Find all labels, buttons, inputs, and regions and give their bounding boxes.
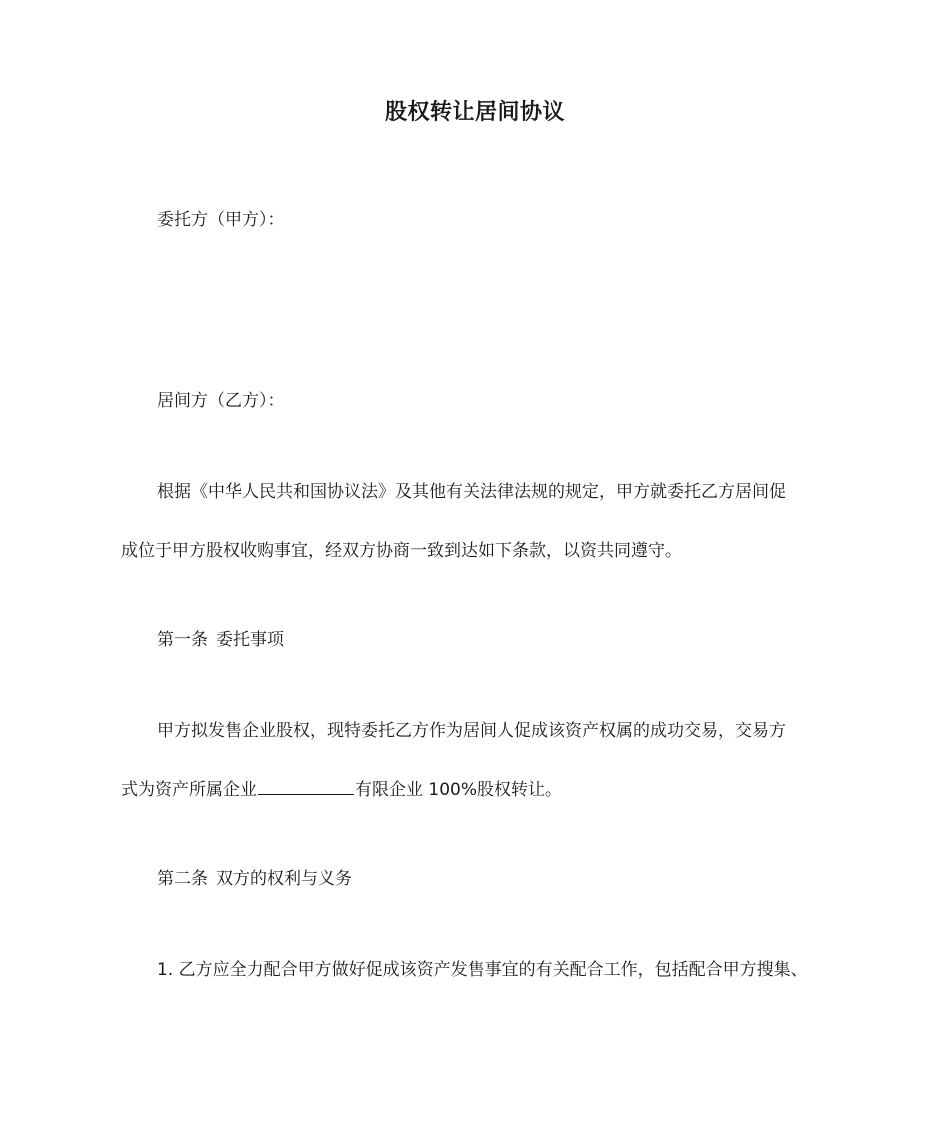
article-1-line-1: 甲方拟发售企业股权，现特委托乙方作为居间人促成该资产权属的成功交易，交易方 [157,721,786,741]
article-1-number: 第一条 [157,630,208,650]
document-title: 股权转让居间协议 [384,100,565,125]
article-2-heading [157,867,352,891]
article-1-heading [157,628,284,652]
company-name-blank [258,776,354,795]
article-2-title: 双方的权利与义务 [216,869,352,889]
article-1-line-2-end: 有限企业 100%股权转让。 [355,780,563,800]
article-1-title: 委托事项 [216,630,284,650]
party-a-label: 委托方（甲方）： [157,210,285,230]
party-b-label: 居间方（乙方）： [157,391,285,411]
article-1-line-2-start: 式为资产所属企业 [121,780,257,800]
article-2-number: 第二条 [157,869,208,889]
preamble-line-1: 根据《中华人民共和国协议法》及其他有关法律法规的规定，甲方就委托乙方居间促 [157,482,786,502]
preamble-line-2: 成位于甲方股权收购事宜，经双方协商一致到达如下条款，以资共同遵守。 [121,541,682,561]
article-2-item-1: 1. 乙方应全力配合甲方做好促成该资产发售事宜的有关配合工作，包括配合甲方搜集、 [157,960,808,980]
article-1-line-2 [121,776,562,802]
